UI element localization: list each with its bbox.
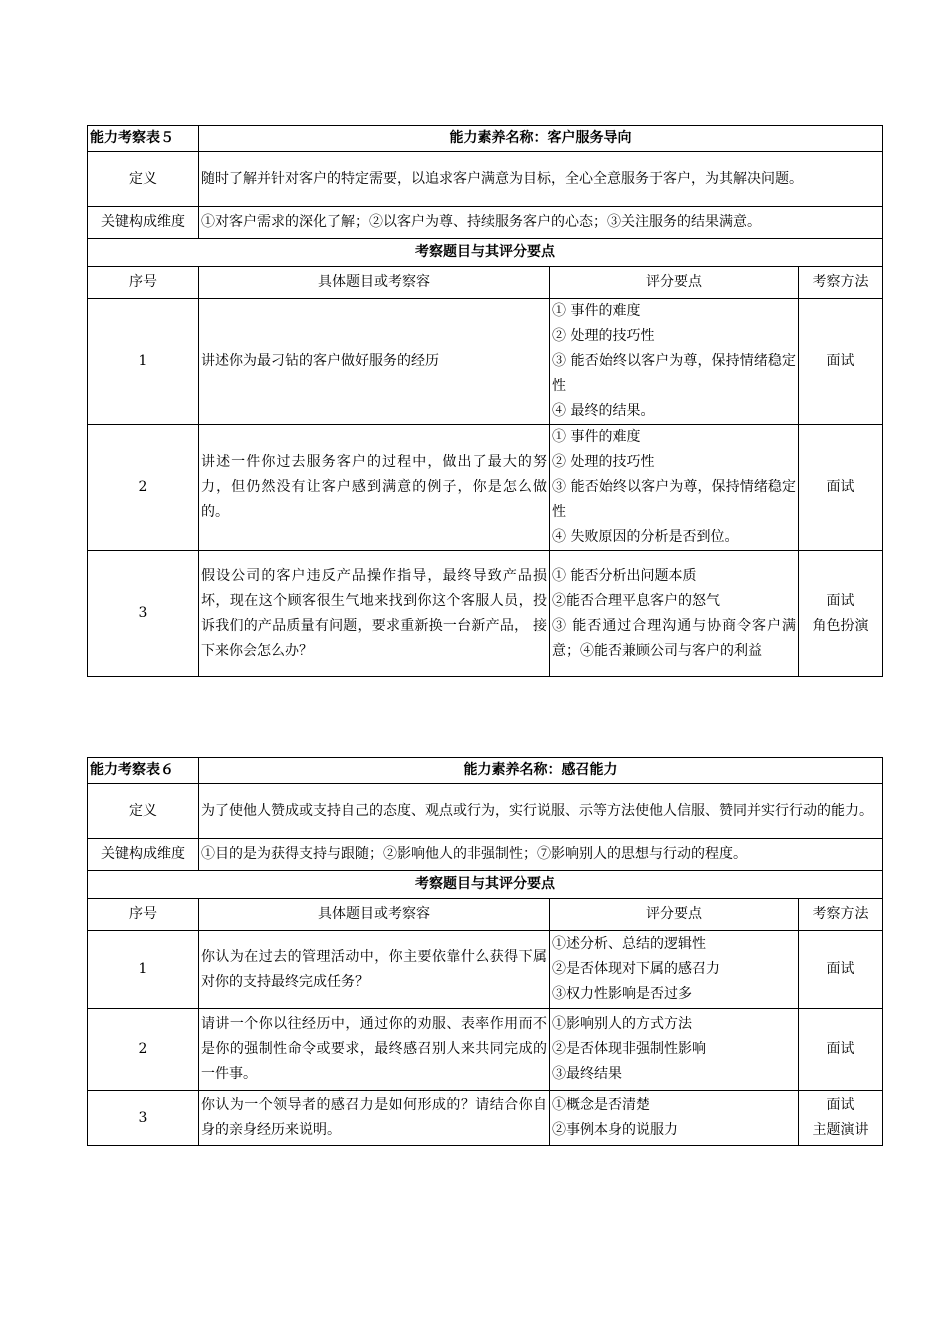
row-question: 假设公司的客户违反产品操作指导，最终导致产品损坏，现在这个顾客很生气地来找到你这个客服人员，投诉我们的产品质量有问题，要求重新换一台新产品， 接下来你会怎么办？	[199, 551, 550, 677]
row-points	[550, 1009, 799, 1091]
point-item: ③ 能否始终以客户为尊，保持情绪稳定性	[552, 479, 796, 520]
table-label: 能力考察表５	[88, 126, 199, 152]
method-item: 面试	[826, 353, 855, 369]
point-item: ②是否体现非强制性影响	[552, 1041, 706, 1057]
point-item: ③最终结果	[552, 1066, 622, 1082]
row-question: 你认为在过去的管理活动中，你主要依靠什么获得下属对你的支持最终完成任务？	[199, 931, 550, 1009]
method-item: 面试	[826, 1097, 855, 1113]
row-method	[799, 1009, 883, 1091]
point-item: ④ 最终的结果。	[552, 403, 655, 419]
header-points: 评分要点	[550, 267, 799, 299]
point-item: ② 处理的技巧性	[552, 328, 655, 344]
method-item: 面试	[826, 1041, 855, 1057]
point-item: ③ 能否始终以客户为尊，保持情绪稳定性	[552, 353, 796, 394]
table-row	[88, 931, 883, 1009]
table-row	[88, 1009, 883, 1091]
row-method	[799, 299, 883, 425]
row-question: 请讲一个你以往经历中，通过你的劝服、表率作用而不是你的强制性命令或要求，最终感召别人来共同完成的一件事。	[199, 1009, 550, 1091]
row-no: 2	[88, 1009, 199, 1091]
method-item: 角色扮演	[812, 617, 869, 634]
header-method: 考察方法	[799, 267, 883, 299]
point-item: ③权力性影响是否过多	[552, 986, 692, 1002]
point-item: ① 能否分析出问题本质	[552, 567, 697, 584]
point-item: ①影响别人的方式方法	[552, 1016, 692, 1032]
row-no: 3	[88, 1091, 199, 1146]
table-row	[88, 1091, 883, 1146]
row-method	[799, 931, 883, 1009]
assessment-table-6	[87, 757, 883, 1146]
table-row	[88, 299, 883, 425]
definition-text: 为了使他人赞成或支持自己的态度、观点或行为，实行说服、示等方法使他人信服、赞同并实行行动的能力。	[199, 784, 883, 839]
definition-label: 定义	[88, 152, 199, 207]
dimension-label: 关键构成维度	[88, 207, 199, 239]
header-method: 考察方法	[799, 899, 883, 931]
header-question: 具体题目或考察容	[199, 267, 550, 299]
header-question: 具体题目或考察容	[199, 899, 550, 931]
dimension-text: ①对客户需求的深化了解；②以客户为尊、持续服务客户的心态；③关注服务的结果满意。	[199, 207, 883, 239]
point-item: ②是否体现对下属的感召力	[552, 961, 720, 977]
definition-label: 定义	[88, 784, 199, 839]
row-question: 你认为一个领导者的感召力是如何形成的？请结合你自身的亲身经历来说明。	[199, 1091, 550, 1146]
point-item: ②事例本身的说服力	[552, 1122, 678, 1138]
row-no: 1	[88, 931, 199, 1009]
method-item: 面试	[826, 479, 855, 495]
row-points	[550, 299, 799, 425]
point-item: ①述分析、总结的逻辑性	[552, 936, 706, 952]
competency-title: 能力素养名称：感召能力	[199, 758, 883, 784]
row-method	[799, 1091, 883, 1146]
point-item: ③ 能否通过合理沟通与协商令客户满意；④能否兼顾公司与客户的利益	[552, 617, 796, 659]
table-label: 能力考察表６	[88, 758, 199, 784]
row-no: 2	[88, 425, 199, 551]
table-row	[88, 425, 883, 551]
section-title: 考察题目与其评分要点	[88, 239, 883, 267]
header-no: 序号	[88, 267, 199, 299]
row-no: 3	[88, 551, 199, 677]
row-method	[799, 425, 883, 551]
row-points	[550, 551, 799, 677]
section-title: 考察题目与其评分要点	[88, 871, 883, 899]
header-no: 序号	[88, 899, 199, 931]
row-question: 讲述一件你过去服务客户的过程中，做出了最大的努力，但仍然没有让客户感到满意的例子，你是怎么做的。	[199, 425, 550, 551]
header-points: 评分要点	[550, 899, 799, 931]
dimension-label: 关键构成维度	[88, 839, 199, 871]
point-item: ② 处理的技巧性	[552, 454, 655, 470]
dimension-text: ①目的是为获得支持与跟随；②影响他人的非强制性；⑦影响别人的思想与行动的程度。	[199, 839, 883, 871]
method-item: 主题演讲	[812, 1122, 869, 1138]
point-item: ②能否合理平息客户的怒气	[552, 592, 720, 609]
method-item: 面试	[826, 961, 855, 977]
assessment-table-5	[87, 125, 883, 677]
point-item: ①概念是否清楚	[552, 1097, 650, 1113]
row-no: 1	[88, 299, 199, 425]
method-item: 面试	[826, 592, 855, 609]
row-points	[550, 931, 799, 1009]
row-points	[550, 1091, 799, 1146]
row-question: 讲述你为最刁钻的客户做好服务的经历	[199, 299, 550, 425]
row-points	[550, 425, 799, 551]
competency-title: 能力素养名称：客户服务导向	[199, 126, 883, 152]
definition-text: 随时了解并针对客户的特定需要，以追求客户满意为目标，全心全意服务于客户，为其解决问题。	[199, 152, 883, 207]
point-item: ① 事件的难度	[552, 303, 641, 319]
row-method	[799, 551, 883, 677]
point-item: ④ 失败原因的分析是否到位。	[552, 529, 739, 545]
point-item: ① 事件的难度	[552, 429, 641, 445]
table-row	[88, 551, 883, 677]
